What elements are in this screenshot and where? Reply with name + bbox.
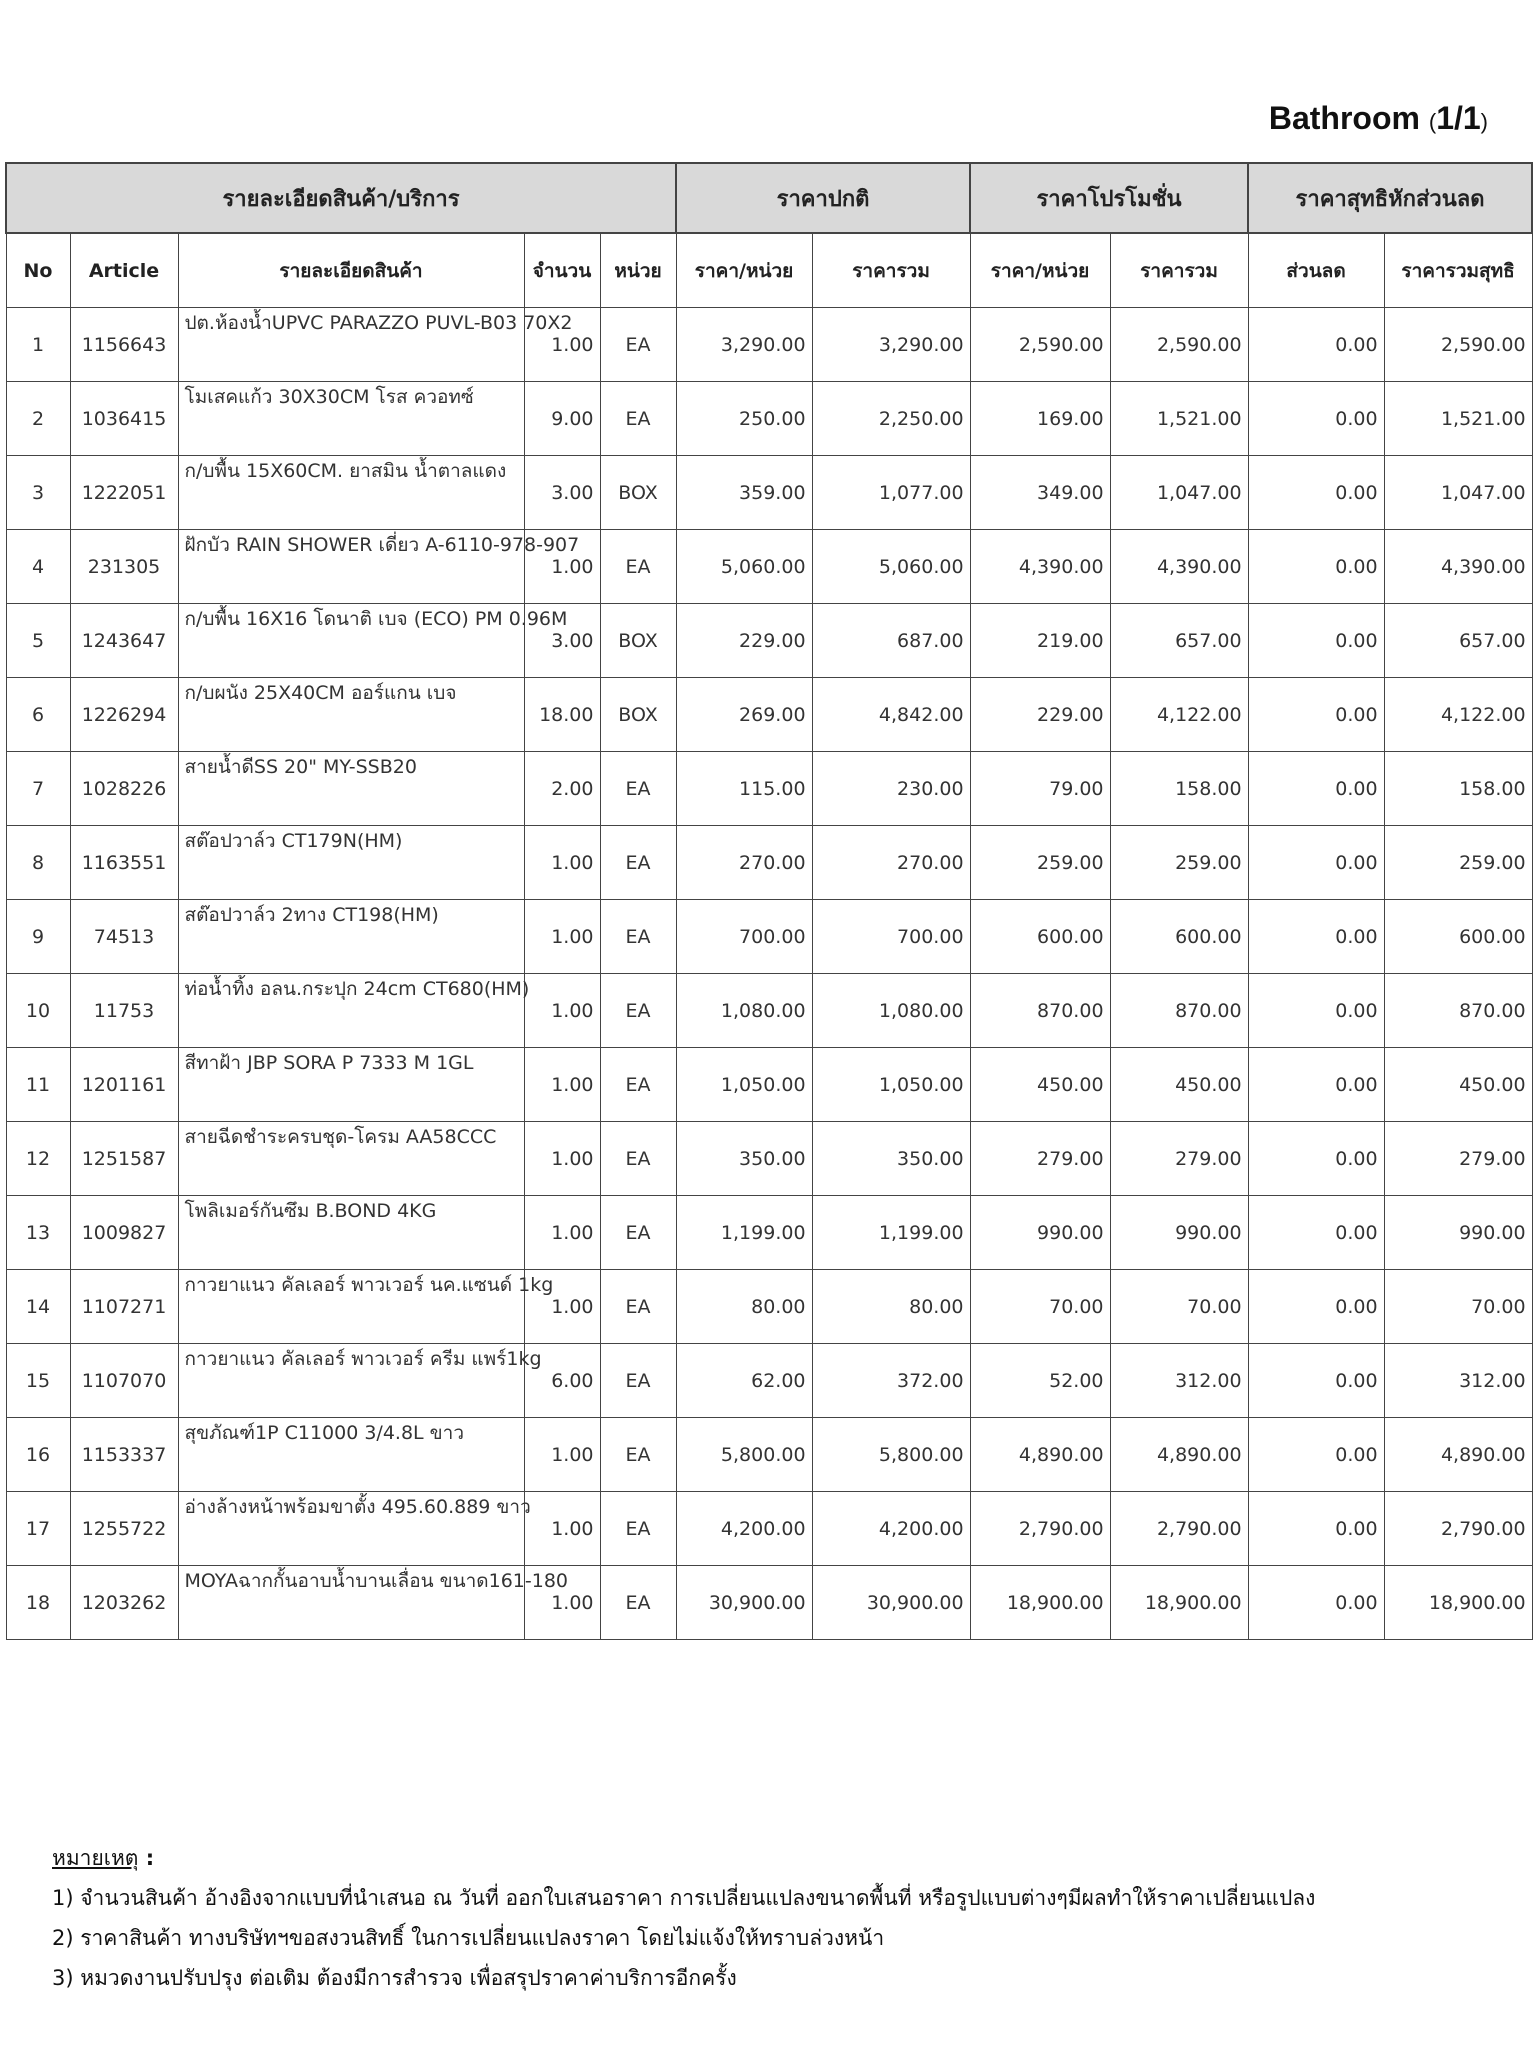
notes-heading-colon: : xyxy=(138,1846,155,1870)
title-main: Bathroom xyxy=(1268,100,1420,136)
title-page-number: 1/1 xyxy=(1436,100,1481,136)
unit-cell: BOX xyxy=(600,456,676,530)
row-number-cell: 7 xyxy=(6,752,70,826)
unit-cell: EA xyxy=(600,1566,676,1640)
total-price-cell: 1,077.00 xyxy=(812,456,970,530)
group-promotion-price: ราคาโปรโมชั่น xyxy=(970,163,1248,233)
row-number-cell: 8 xyxy=(6,826,70,900)
net-total-cell: 1,047.00 xyxy=(1384,456,1532,530)
discount-cell: 0.00 xyxy=(1248,900,1384,974)
table-row xyxy=(6,1270,1532,1344)
unit-cell: EA xyxy=(600,1418,676,1492)
quantity-cell: 1.00 xyxy=(524,530,600,604)
table-row xyxy=(6,752,1532,826)
article-code-cell: 1222051 xyxy=(70,456,178,530)
discount-cell: 0.00 xyxy=(1248,382,1384,456)
discount-cell: 0.00 xyxy=(1248,1492,1384,1566)
unit-cell: EA xyxy=(600,1270,676,1344)
net-total-cell: 870.00 xyxy=(1384,974,1532,1048)
promo-unit-price-cell: 4,890.00 xyxy=(970,1418,1110,1492)
unit-price-cell: 229.00 xyxy=(676,604,812,678)
discount-cell: 0.00 xyxy=(1248,308,1384,382)
quotation-table xyxy=(5,162,1533,1640)
total-price-cell: 230.00 xyxy=(812,752,970,826)
total-price-cell: 1,080.00 xyxy=(812,974,970,1048)
promo-total-price-cell: 158.00 xyxy=(1110,752,1248,826)
table-row xyxy=(6,1418,1532,1492)
total-price-cell: 1,199.00 xyxy=(812,1196,970,1270)
col-article: Article xyxy=(70,233,178,308)
total-price-cell: 2,250.00 xyxy=(812,382,970,456)
net-total-cell: 279.00 xyxy=(1384,1122,1532,1196)
item-description-cell: MOYAฉากกั้นอาบน้ำบานเลื่อน ขนาด161-180 xyxy=(178,1566,524,1640)
article-code-cell: 1243647 xyxy=(70,604,178,678)
item-description-cell: โพลิเมอร์กันซึม B.BOND 4KG xyxy=(178,1196,524,1270)
article-code-cell: 1203262 xyxy=(70,1566,178,1640)
unit-price-cell: 3,290.00 xyxy=(676,308,812,382)
col-total: ราคารวม xyxy=(812,233,970,308)
promo-unit-price-cell: 169.00 xyxy=(970,382,1110,456)
unit-cell: EA xyxy=(600,974,676,1048)
promo-unit-price-cell: 600.00 xyxy=(970,900,1110,974)
quantity-cell: 1.00 xyxy=(524,826,600,900)
unit-price-cell: 5,060.00 xyxy=(676,530,812,604)
article-code-cell: 1107070 xyxy=(70,1344,178,1418)
total-price-cell: 80.00 xyxy=(812,1270,970,1344)
promo-unit-price-cell: 4,390.00 xyxy=(970,530,1110,604)
discount-cell: 0.00 xyxy=(1248,1048,1384,1122)
item-description-cell: โมเสคแก้ว 30X30CM โรส ควอทซ์ xyxy=(178,382,524,456)
col-no: No xyxy=(6,233,70,308)
net-total-cell: 4,890.00 xyxy=(1384,1418,1532,1492)
col-promo-unit-price: ราคา/หน่วย xyxy=(970,233,1110,308)
unit-price-cell: 115.00 xyxy=(676,752,812,826)
item-description-cell: กาวยาแนว คัลเลอร์ พาวเวอร์ นค.แซนด์ 1kg xyxy=(178,1270,524,1344)
article-code-cell: 74513 xyxy=(70,900,178,974)
row-number-cell: 6 xyxy=(6,678,70,752)
item-description-cell: ท่อน้ำทิ้ง อลน.กระปุก 24cm CT680(HM) xyxy=(178,974,524,1048)
row-number-cell: 9 xyxy=(6,900,70,974)
quantity-cell: 9.00 xyxy=(524,382,600,456)
promo-unit-price-cell: 279.00 xyxy=(970,1122,1110,1196)
unit-cell: EA xyxy=(600,752,676,826)
group-product-details: รายละเอียดสินค้า/บริการ xyxy=(6,163,676,233)
unit-price-cell: 269.00 xyxy=(676,678,812,752)
table-row xyxy=(6,1196,1532,1270)
total-price-cell: 700.00 xyxy=(812,900,970,974)
article-code-cell: 1251587 xyxy=(70,1122,178,1196)
col-discount: ส่วนลด xyxy=(1248,233,1384,308)
total-price-cell: 1,050.00 xyxy=(812,1048,970,1122)
item-description-cell: สีทาฝ้า JBP SORA P 7333 M 1GL xyxy=(178,1048,524,1122)
table-row xyxy=(6,382,1532,456)
note-item: 2) ราคาสินค้า ทางบริษัทฯขอสงวนสิทธิ์ ในการเปลี่ยนแปลงราคา โดยไม่แจ้งให้ทราบล่วงหน้า xyxy=(52,1926,885,1950)
net-total-cell: 18,900.00 xyxy=(1384,1566,1532,1640)
title-close-paren: ) xyxy=(1480,109,1488,134)
row-number-cell: 4 xyxy=(6,530,70,604)
unit-cell: EA xyxy=(600,530,676,604)
item-description-cell: ปต.ห้องน้ำUPVC PARAZZO PUVL-B03 70X2 xyxy=(178,308,524,382)
quantity-cell: 1.00 xyxy=(524,1418,600,1492)
table-row xyxy=(6,678,1532,752)
promo-unit-price-cell: 870.00 xyxy=(970,974,1110,1048)
unit-cell: EA xyxy=(600,826,676,900)
article-code-cell: 1036415 xyxy=(70,382,178,456)
item-description-cell: ก/บพื้น 16X16 โดนาติ เบจ (ECO) PM 0.96M xyxy=(178,604,524,678)
row-number-cell: 10 xyxy=(6,974,70,1048)
notes xyxy=(52,1838,1315,1998)
promo-unit-price-cell: 990.00 xyxy=(970,1196,1110,1270)
quantity-cell: 1.00 xyxy=(524,974,600,1048)
promo-total-price-cell: 870.00 xyxy=(1110,974,1248,1048)
quantity-cell: 3.00 xyxy=(524,604,600,678)
quantity-cell: 2.00 xyxy=(524,752,600,826)
discount-cell: 0.00 xyxy=(1248,1418,1384,1492)
table-row xyxy=(6,1122,1532,1196)
article-code-cell: 1201161 xyxy=(70,1048,178,1122)
row-number-cell: 3 xyxy=(6,456,70,530)
discount-cell: 0.00 xyxy=(1248,826,1384,900)
total-price-cell: 4,842.00 xyxy=(812,678,970,752)
quantity-cell: 3.00 xyxy=(524,456,600,530)
quantity-cell: 1.00 xyxy=(524,308,600,382)
group-net-price: ราคาสุทธิหักส่วนลด xyxy=(1248,163,1532,233)
promo-unit-price-cell: 79.00 xyxy=(970,752,1110,826)
discount-cell: 0.00 xyxy=(1248,456,1384,530)
quantity-cell: 6.00 xyxy=(524,1344,600,1418)
discount-cell: 0.00 xyxy=(1248,1344,1384,1418)
unit-cell: EA xyxy=(600,900,676,974)
promo-total-price-cell: 70.00 xyxy=(1110,1270,1248,1344)
unit-cell: EA xyxy=(600,1048,676,1122)
net-total-cell: 70.00 xyxy=(1384,1270,1532,1344)
discount-cell: 0.00 xyxy=(1248,604,1384,678)
page-title xyxy=(1269,100,1488,137)
item-description-cell: สายฉีดชำระครบชุด-โครม AA58CCC xyxy=(178,1122,524,1196)
promo-total-price-cell: 312.00 xyxy=(1110,1344,1248,1418)
article-code-cell: 231305 xyxy=(70,530,178,604)
article-code-cell: 1009827 xyxy=(70,1196,178,1270)
table-row xyxy=(6,456,1532,530)
promo-total-price-cell: 450.00 xyxy=(1110,1048,1248,1122)
col-unit: หน่วย xyxy=(600,233,676,308)
total-price-cell: 5,060.00 xyxy=(812,530,970,604)
col-net-total: ราคารวมสุทธิ xyxy=(1384,233,1532,308)
net-total-cell: 158.00 xyxy=(1384,752,1532,826)
item-description-cell: อ่างล้างหน้าพร้อมขาตั้ง 495.60.889 ขาว xyxy=(178,1492,524,1566)
table-row xyxy=(6,900,1532,974)
unit-price-cell: 700.00 xyxy=(676,900,812,974)
unit-cell: BOX xyxy=(600,678,676,752)
net-total-cell: 2,790.00 xyxy=(1384,1492,1532,1566)
net-total-cell: 4,390.00 xyxy=(1384,530,1532,604)
discount-cell: 0.00 xyxy=(1248,1196,1384,1270)
promo-total-price-cell: 4,390.00 xyxy=(1110,530,1248,604)
total-price-cell: 270.00 xyxy=(812,826,970,900)
item-description-cell: ก/บผนัง 25X40CM ออร์แกน เบจ xyxy=(178,678,524,752)
total-price-cell: 4,200.00 xyxy=(812,1492,970,1566)
unit-price-cell: 250.00 xyxy=(676,382,812,456)
unit-price-cell: 1,199.00 xyxy=(676,1196,812,1270)
item-description-cell: สุขภัณฑ์1P C11000 3/4.8L ขาว xyxy=(178,1418,524,1492)
net-total-cell: 312.00 xyxy=(1384,1344,1532,1418)
quantity-cell: 1.00 xyxy=(524,1122,600,1196)
discount-cell: 0.00 xyxy=(1248,1270,1384,1344)
note-item: 1) จำนวนสินค้า อ้างอิงจากแบบที่นำเสนอ ณ วันที่ ออกใบเสนอราคา การเปลี่ยนแปลงขนาดพื้นที่ หรือรูปแบบต่างๆมีผลทำให้ราคาเปลี่ยนแปลง xyxy=(52,1886,1316,1910)
unit-cell: EA xyxy=(600,1196,676,1270)
unit-cell: BOX xyxy=(600,604,676,678)
item-description-cell: สต๊อปวาล์ว CT179N(HM) xyxy=(178,826,524,900)
promo-unit-price-cell: 2,790.00 xyxy=(970,1492,1110,1566)
col-description: รายละเอียดสินค้า xyxy=(178,233,524,308)
row-number-cell: 18 xyxy=(6,1566,70,1640)
net-total-cell: 4,122.00 xyxy=(1384,678,1532,752)
promo-unit-price-cell: 52.00 xyxy=(970,1344,1110,1418)
promo-unit-price-cell: 450.00 xyxy=(970,1048,1110,1122)
row-number-cell: 1 xyxy=(6,308,70,382)
col-unit-price: ราคา/หน่วย xyxy=(676,233,812,308)
promo-total-price-cell: 990.00 xyxy=(1110,1196,1248,1270)
unit-cell: EA xyxy=(600,1122,676,1196)
row-number-cell: 15 xyxy=(6,1344,70,1418)
discount-cell: 0.00 xyxy=(1248,1122,1384,1196)
promo-unit-price-cell: 219.00 xyxy=(970,604,1110,678)
unit-price-cell: 30,900.00 xyxy=(676,1566,812,1640)
table-row xyxy=(6,826,1532,900)
item-description-cell: ฝักบัว RAIN SHOWER เดี่ยว A-6110-978-907 xyxy=(178,530,524,604)
title-open-paren: ( xyxy=(1428,109,1437,134)
note-item: 3) หมวดงานปรับปรุง ต่อเติม ต้องมีการสำรวจ เพื่อสรุปราคาค่าบริการอีกครั้ง xyxy=(52,1966,737,1990)
article-code-cell: 1107271 xyxy=(70,1270,178,1344)
unit-price-cell: 1,050.00 xyxy=(676,1048,812,1122)
promo-unit-price-cell: 18,900.00 xyxy=(970,1566,1110,1640)
discount-cell: 0.00 xyxy=(1248,752,1384,826)
table-row xyxy=(6,1566,1532,1640)
promo-unit-price-cell: 70.00 xyxy=(970,1270,1110,1344)
promo-total-price-cell: 4,122.00 xyxy=(1110,678,1248,752)
col-promo-total: ราคารวม xyxy=(1110,233,1248,308)
promo-unit-price-cell: 349.00 xyxy=(970,456,1110,530)
item-description-cell: สต๊อปวาล์ว 2ทาง CT198(HM) xyxy=(178,900,524,974)
discount-cell: 0.00 xyxy=(1248,530,1384,604)
table-column-header xyxy=(6,233,1532,308)
item-description-cell: กาวยาแนว คัลเลอร์ พาวเวอร์ ครีม แพร์1kg xyxy=(178,1344,524,1418)
row-number-cell: 13 xyxy=(6,1196,70,1270)
row-number-cell: 12 xyxy=(6,1122,70,1196)
unit-price-cell: 80.00 xyxy=(676,1270,812,1344)
row-number-cell: 16 xyxy=(6,1418,70,1492)
row-number-cell: 11 xyxy=(6,1048,70,1122)
quantity-cell: 1.00 xyxy=(524,1566,600,1640)
article-code-cell: 1226294 xyxy=(70,678,178,752)
promo-total-price-cell: 18,900.00 xyxy=(1110,1566,1248,1640)
article-code-cell: 1028226 xyxy=(70,752,178,826)
article-code-cell: 11753 xyxy=(70,974,178,1048)
promo-total-price-cell: 657.00 xyxy=(1110,604,1248,678)
promo-total-price-cell: 259.00 xyxy=(1110,826,1248,900)
total-price-cell: 372.00 xyxy=(812,1344,970,1418)
table-group-header xyxy=(6,163,1532,233)
net-total-cell: 1,521.00 xyxy=(1384,382,1532,456)
promo-unit-price-cell: 2,590.00 xyxy=(970,308,1110,382)
promo-total-price-cell: 1,521.00 xyxy=(1110,382,1248,456)
row-number-cell: 17 xyxy=(6,1492,70,1566)
promo-total-price-cell: 2,790.00 xyxy=(1110,1492,1248,1566)
article-code-cell: 1163551 xyxy=(70,826,178,900)
article-code-cell: 1156643 xyxy=(70,308,178,382)
quantity-cell: 1.00 xyxy=(524,1270,600,1344)
promo-total-price-cell: 279.00 xyxy=(1110,1122,1248,1196)
table-row xyxy=(6,530,1532,604)
article-code-cell: 1255722 xyxy=(70,1492,178,1566)
promo-total-price-cell: 600.00 xyxy=(1110,900,1248,974)
item-description-cell: ก/บพื้น 15X60CM. ยาสมิน น้ำตาลแดง xyxy=(178,456,524,530)
quantity-cell: 18.00 xyxy=(524,678,600,752)
promo-total-price-cell: 2,590.00 xyxy=(1110,308,1248,382)
total-price-cell: 3,290.00 xyxy=(812,308,970,382)
unit-price-cell: 4,200.00 xyxy=(676,1492,812,1566)
net-total-cell: 2,590.00 xyxy=(1384,308,1532,382)
total-price-cell: 30,900.00 xyxy=(812,1566,970,1640)
unit-price-cell: 270.00 xyxy=(676,826,812,900)
table-row xyxy=(6,1344,1532,1418)
net-total-cell: 990.00 xyxy=(1384,1196,1532,1270)
promo-unit-price-cell: 259.00 xyxy=(970,826,1110,900)
net-total-cell: 657.00 xyxy=(1384,604,1532,678)
unit-cell: EA xyxy=(600,1492,676,1566)
quantity-cell: 1.00 xyxy=(524,1048,600,1122)
unit-price-cell: 62.00 xyxy=(676,1344,812,1418)
net-total-cell: 450.00 xyxy=(1384,1048,1532,1122)
quantity-cell: 1.00 xyxy=(524,900,600,974)
item-description-cell: สายน้ำดีSS 20" MY-SSB20 xyxy=(178,752,524,826)
unit-price-cell: 1,080.00 xyxy=(676,974,812,1048)
total-price-cell: 5,800.00 xyxy=(812,1418,970,1492)
unit-cell: EA xyxy=(600,382,676,456)
unit-cell: EA xyxy=(600,1344,676,1418)
notes-heading: หมายเหตุ xyxy=(52,1846,139,1870)
unit-price-cell: 350.00 xyxy=(676,1122,812,1196)
unit-cell: EA xyxy=(600,308,676,382)
discount-cell: 0.00 xyxy=(1248,678,1384,752)
group-regular-price: ราคาปกติ xyxy=(676,163,970,233)
unit-price-cell: 5,800.00 xyxy=(676,1418,812,1492)
promo-total-price-cell: 4,890.00 xyxy=(1110,1418,1248,1492)
table-row xyxy=(6,1492,1532,1566)
article-code-cell: 1153337 xyxy=(70,1418,178,1492)
promo-total-price-cell: 1,047.00 xyxy=(1110,456,1248,530)
col-quantity: จำนวน xyxy=(524,233,600,308)
discount-cell: 0.00 xyxy=(1248,1566,1384,1640)
total-price-cell: 350.00 xyxy=(812,1122,970,1196)
net-total-cell: 259.00 xyxy=(1384,826,1532,900)
row-number-cell: 5 xyxy=(6,604,70,678)
table-row xyxy=(6,1048,1532,1122)
promo-unit-price-cell: 229.00 xyxy=(970,678,1110,752)
net-total-cell: 600.00 xyxy=(1384,900,1532,974)
table-row xyxy=(6,308,1532,382)
quantity-cell: 1.00 xyxy=(524,1196,600,1270)
unit-price-cell: 359.00 xyxy=(676,456,812,530)
table-row xyxy=(6,974,1532,1048)
row-number-cell: 2 xyxy=(6,382,70,456)
total-price-cell: 687.00 xyxy=(812,604,970,678)
discount-cell: 0.00 xyxy=(1248,974,1384,1048)
table-row xyxy=(6,604,1532,678)
row-number-cell: 14 xyxy=(6,1270,70,1344)
quantity-cell: 1.00 xyxy=(524,1492,600,1566)
